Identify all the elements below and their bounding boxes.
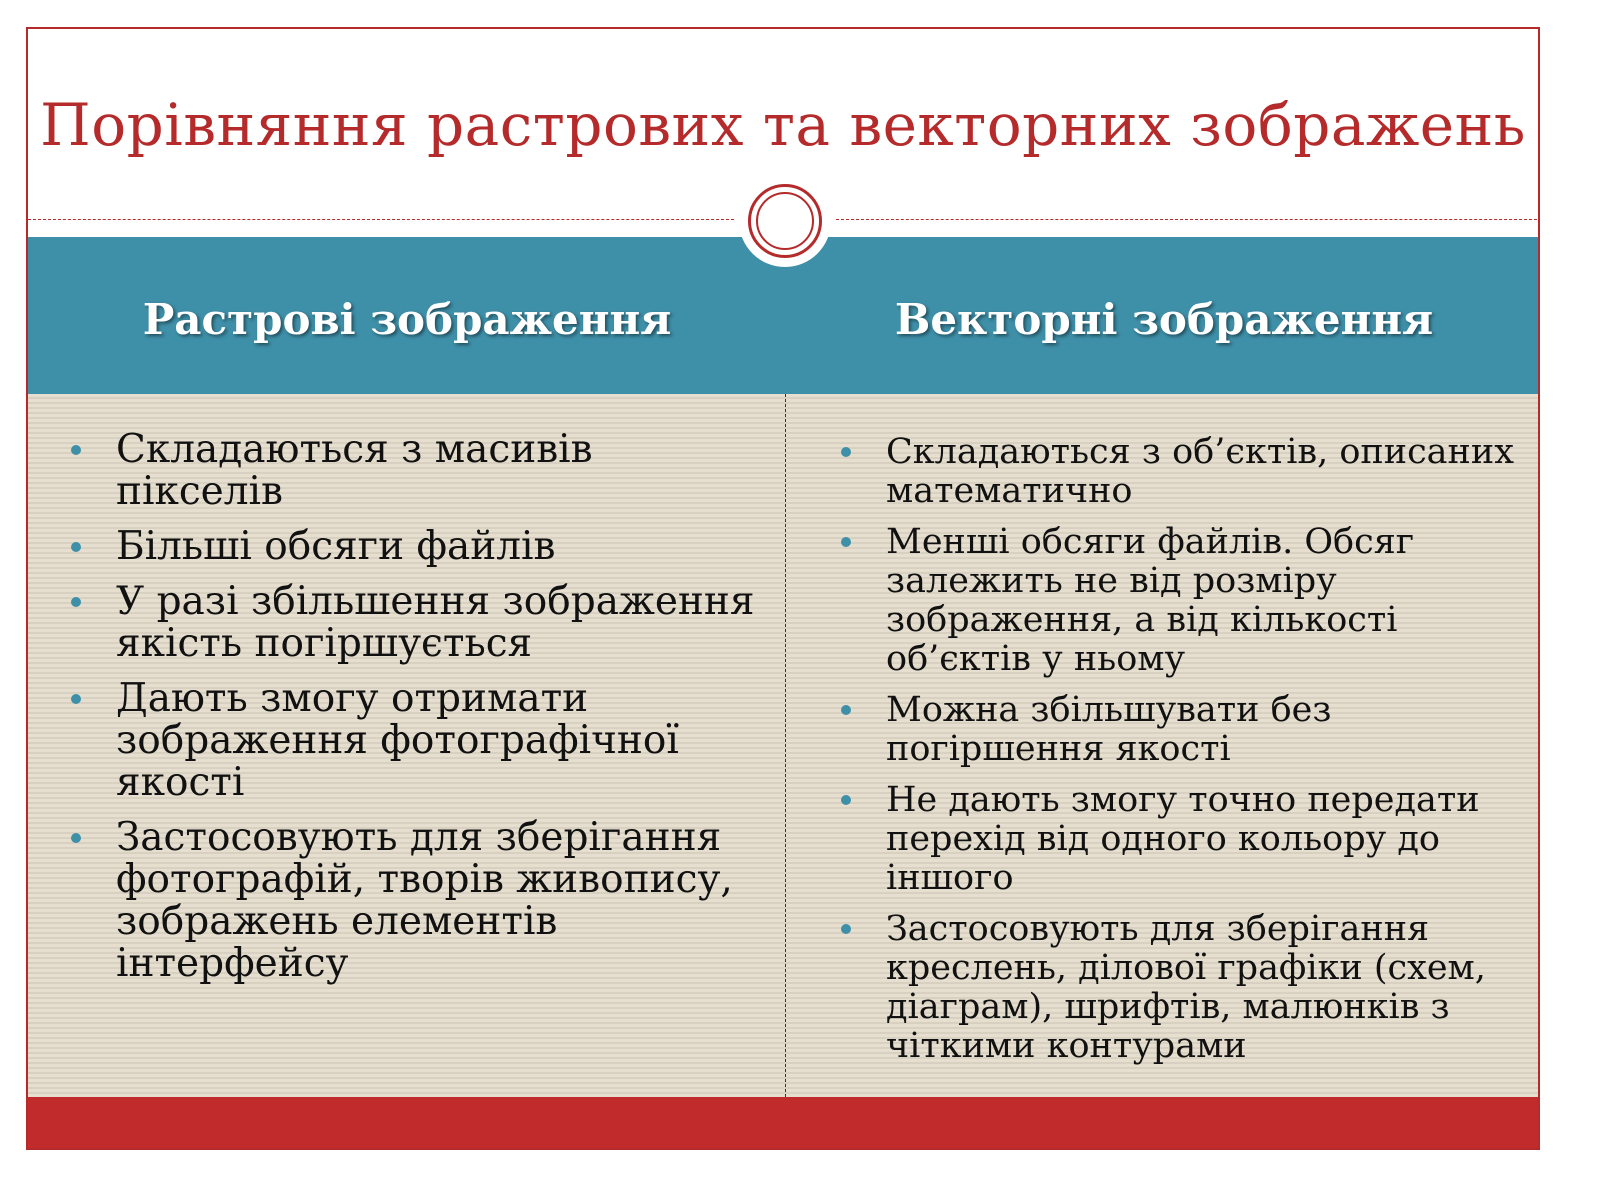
slide-title: Порівняння растрових та векторних зображень [40,91,1526,159]
list-item-text: Дають змогу отримати зображення фотографічної якості [116,676,679,805]
bullet-icon [71,542,81,552]
title-divider-left [28,219,734,220]
list-item [886,433,1536,511]
footer-band [28,1097,1538,1150]
list-item [116,581,766,665]
slide [26,27,1540,1150]
column-divider [785,394,786,1097]
raster-list [116,429,766,998]
list-item [116,817,766,985]
bullet-icon [71,833,81,843]
list-item-text: У разі збільшення зображення якість погіршується [116,579,755,666]
bullet-icon [841,447,851,457]
list-item-text: Не дають змогу точно передати перехід від одного кольору до іншого [886,780,1480,898]
list-item-text: Більші обсяги файлів [116,524,556,569]
bullet-icon [841,705,851,715]
list-item-text: Застосовують для зберігання фотографій, творів живопису, зображень елементів інтерфейсу [116,815,733,986]
bullet-icon [841,795,851,805]
list-item-text: Складаються з масивів пікселів [116,427,593,514]
title-divider-right [836,219,1540,220]
list-item [116,678,766,804]
right-column-heading: Векторні зображення [894,295,1434,344]
list-item-text: Менші обсяги файлів. Обсяг залежить не від розміру зображення, а від кількості об’єктів у ньому [886,522,1415,679]
bullet-icon [71,445,81,455]
list-item-text: Складаються з об’єктів, описаних математично [886,432,1514,511]
list-item [886,910,1536,1066]
list-item [886,523,1536,679]
circle-ornament-inner [756,192,814,250]
list-item-text: Застосовують для зберігання креслень, ділової графіки (схем, діаграм), шрифтів, малюнків з чіткими контурами [886,909,1486,1066]
bullet-icon [841,537,851,547]
list-item [886,691,1536,769]
list-item [116,429,766,513]
bullet-icon [71,694,81,704]
vector-list [886,433,1536,1078]
bullet-icon [841,924,851,934]
bullet-icon [71,597,81,607]
list-item [886,781,1536,898]
list-item [116,526,766,568]
list-item-text: Можна збільшувати без погіршення якості [886,690,1332,769]
left-column-heading: Растрові зображення [142,295,672,344]
